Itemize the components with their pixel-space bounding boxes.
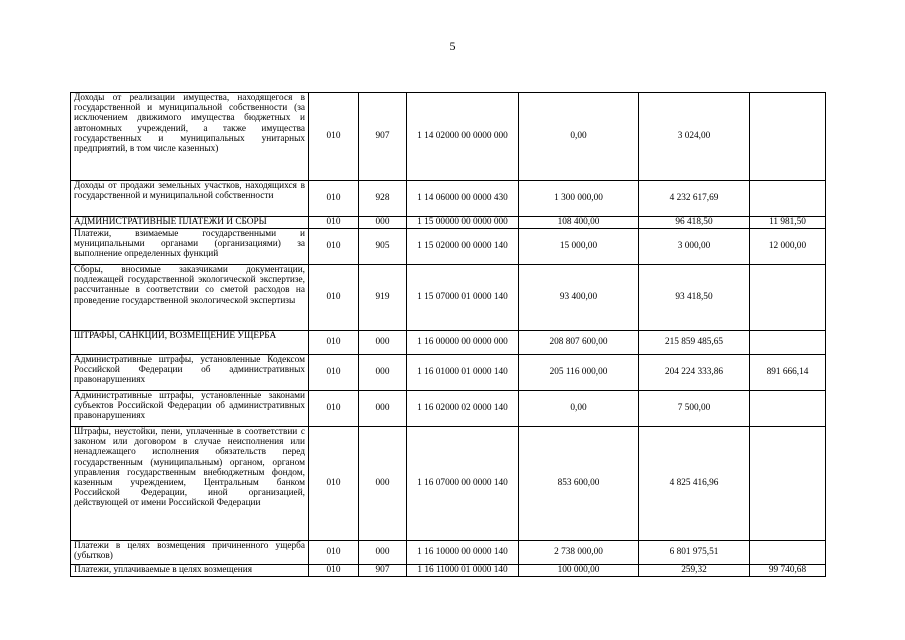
- table-row: [71, 391, 826, 427]
- row-code-b: 907: [359, 565, 407, 577]
- row-code-a: 010: [309, 391, 359, 427]
- row-actual: 6 801 975,51: [639, 541, 750, 565]
- row-description: Доходы от продажи земельных участков, находящихся в государственной и муниципальной собственности: [71, 181, 309, 217]
- table-row: [71, 427, 826, 541]
- row-diff: 12 000,00: [750, 229, 826, 265]
- row-code-a: 010: [309, 93, 359, 181]
- row-code-b: 907: [359, 93, 407, 181]
- row-description: Платежи, взимаемые государственными и муниципальными органами (организациями) за выполнение определенных функций: [71, 229, 309, 265]
- row-actual: 3 024,00: [639, 93, 750, 181]
- row-code-b: 000: [359, 331, 407, 355]
- row-code-a: 010: [309, 265, 359, 331]
- row-diff: [750, 265, 826, 331]
- row-diff: [750, 391, 826, 427]
- row-plan: 100 000,00: [519, 565, 639, 577]
- row-actual: 259,32: [639, 565, 750, 577]
- row-plan: 93 400,00: [519, 265, 639, 331]
- row-description: Административные штрафы, установленные законами субъектов Российской Федерации об административных правонарушениях: [71, 391, 309, 427]
- row-plan: 205 116 000,00: [519, 355, 639, 391]
- row-code-a: 010: [309, 181, 359, 217]
- row-code-b: 000: [359, 541, 407, 565]
- row-plan: 853 600,00: [519, 427, 639, 541]
- table-row: [71, 265, 826, 331]
- row-actual: 3 000,00: [639, 229, 750, 265]
- row-diff: [750, 181, 826, 217]
- row-code-b: 000: [359, 355, 407, 391]
- row-description: Административные штрафы, установленные Кодексом Российской Федерации об административных правонарушениях: [71, 355, 309, 391]
- row-code-a: 010: [309, 427, 359, 541]
- table-row: [71, 229, 826, 265]
- row-description: ШТРАФЫ, САНКЦИИ, ВОЗМЕЩЕНИЕ УЩЕРБА: [71, 331, 309, 355]
- table-row: [71, 355, 826, 391]
- row-code-b: 000: [359, 427, 407, 541]
- row-actual: 93 418,50: [639, 265, 750, 331]
- row-description: АДМИНИСТРАТИВНЫЕ ПЛАТЕЖИ И СБОРЫ: [71, 217, 309, 229]
- row-code-a: 010: [309, 217, 359, 229]
- table-row: [71, 541, 826, 565]
- row-kbk: 1 16 07000 00 0000 140: [407, 427, 519, 541]
- row-code-b: 000: [359, 217, 407, 229]
- row-code-a: 010: [309, 331, 359, 355]
- table-row: [71, 331, 826, 355]
- row-kbk: 1 16 10000 00 0000 140: [407, 541, 519, 565]
- row-plan: 0,00: [519, 93, 639, 181]
- row-plan: 208 807 600,00: [519, 331, 639, 355]
- row-code-b: 905: [359, 229, 407, 265]
- row-description: Платежи, уплачиваемые в целях возмещения: [71, 565, 309, 577]
- row-kbk: 1 15 02000 00 0000 140: [407, 229, 519, 265]
- row-plan: 1 300 000,00: [519, 181, 639, 217]
- row-code-a: 010: [309, 565, 359, 577]
- row-code-a: 010: [309, 355, 359, 391]
- table-row: [71, 181, 826, 217]
- row-kbk: 1 16 11000 01 0000 140: [407, 565, 519, 577]
- row-actual: 96 418,50: [639, 217, 750, 229]
- row-description: Штрафы, неустойки, пени, уплаченные в соответствии с законом или договором в случае неисполнения или ненадлежащего исполнения обязательств перед государственным (муниципальным) органом, органом управления государственным внебюджетным фондом, казенным учреждением, Центральным банком Российской Федерации, иной организацией, действующей от имени Российской Федерации: [71, 427, 309, 541]
- row-diff: 11 981,50: [750, 217, 826, 229]
- table-row: [71, 217, 826, 229]
- table-row: [71, 565, 826, 577]
- row-diff: [750, 427, 826, 541]
- row-kbk: 1 16 00000 00 0000 000: [407, 331, 519, 355]
- row-kbk: 1 15 00000 00 0000 000: [407, 217, 519, 229]
- row-kbk: 1 16 01000 01 0000 140: [407, 355, 519, 391]
- row-diff: [750, 93, 826, 181]
- table-row: [71, 93, 826, 181]
- row-kbk: 1 15 07000 01 0000 140: [407, 265, 519, 331]
- row-kbk: 1 14 06000 00 0000 430: [407, 181, 519, 217]
- row-plan: 0,00: [519, 391, 639, 427]
- page-number: 5: [449, 39, 456, 53]
- row-actual: 4 825 416,96: [639, 427, 750, 541]
- row-actual: 7 500,00: [639, 391, 750, 427]
- row-plan: 108 400,00: [519, 217, 639, 229]
- row-code-b: 928: [359, 181, 407, 217]
- row-description: Платежи в целях возмещения причиненного ущерба (убытков): [71, 541, 309, 565]
- row-plan: 2 738 000,00: [519, 541, 639, 565]
- row-description: Доходы от реализации имущества, находящегося в государственной и муниципальной собственности (за исключением движимого имущества бюджетных и автономных учреждений, а также имущества государственных и муниципальных унитарных предприятий, в том числе казенных): [71, 93, 309, 181]
- row-code-b: 919: [359, 265, 407, 331]
- row-code-b: 000: [359, 391, 407, 427]
- row-plan: 15 000,00: [519, 229, 639, 265]
- row-kbk: 1 14 02000 00 0000 000: [407, 93, 519, 181]
- row-kbk: 1 16 02000 02 0000 140: [407, 391, 519, 427]
- row-description: Сборы, вносимые заказчиками документации, подлежащей государственной экологической экспертизе, рассчитанные в соответствии со сметой расходов на проведение государственной экологической экспертизы: [71, 265, 309, 331]
- row-diff: [750, 541, 826, 565]
- budget-revenue-table: [70, 92, 826, 577]
- row-actual: 204 224 333,86: [639, 355, 750, 391]
- row-diff: 891 666,14: [750, 355, 826, 391]
- row-code-a: 010: [309, 229, 359, 265]
- row-diff: 99 740,68: [750, 565, 826, 577]
- row-code-a: 010: [309, 541, 359, 565]
- row-actual: 215 859 485,65: [639, 331, 750, 355]
- row-diff: [750, 331, 826, 355]
- row-actual: 4 232 617,69: [639, 181, 750, 217]
